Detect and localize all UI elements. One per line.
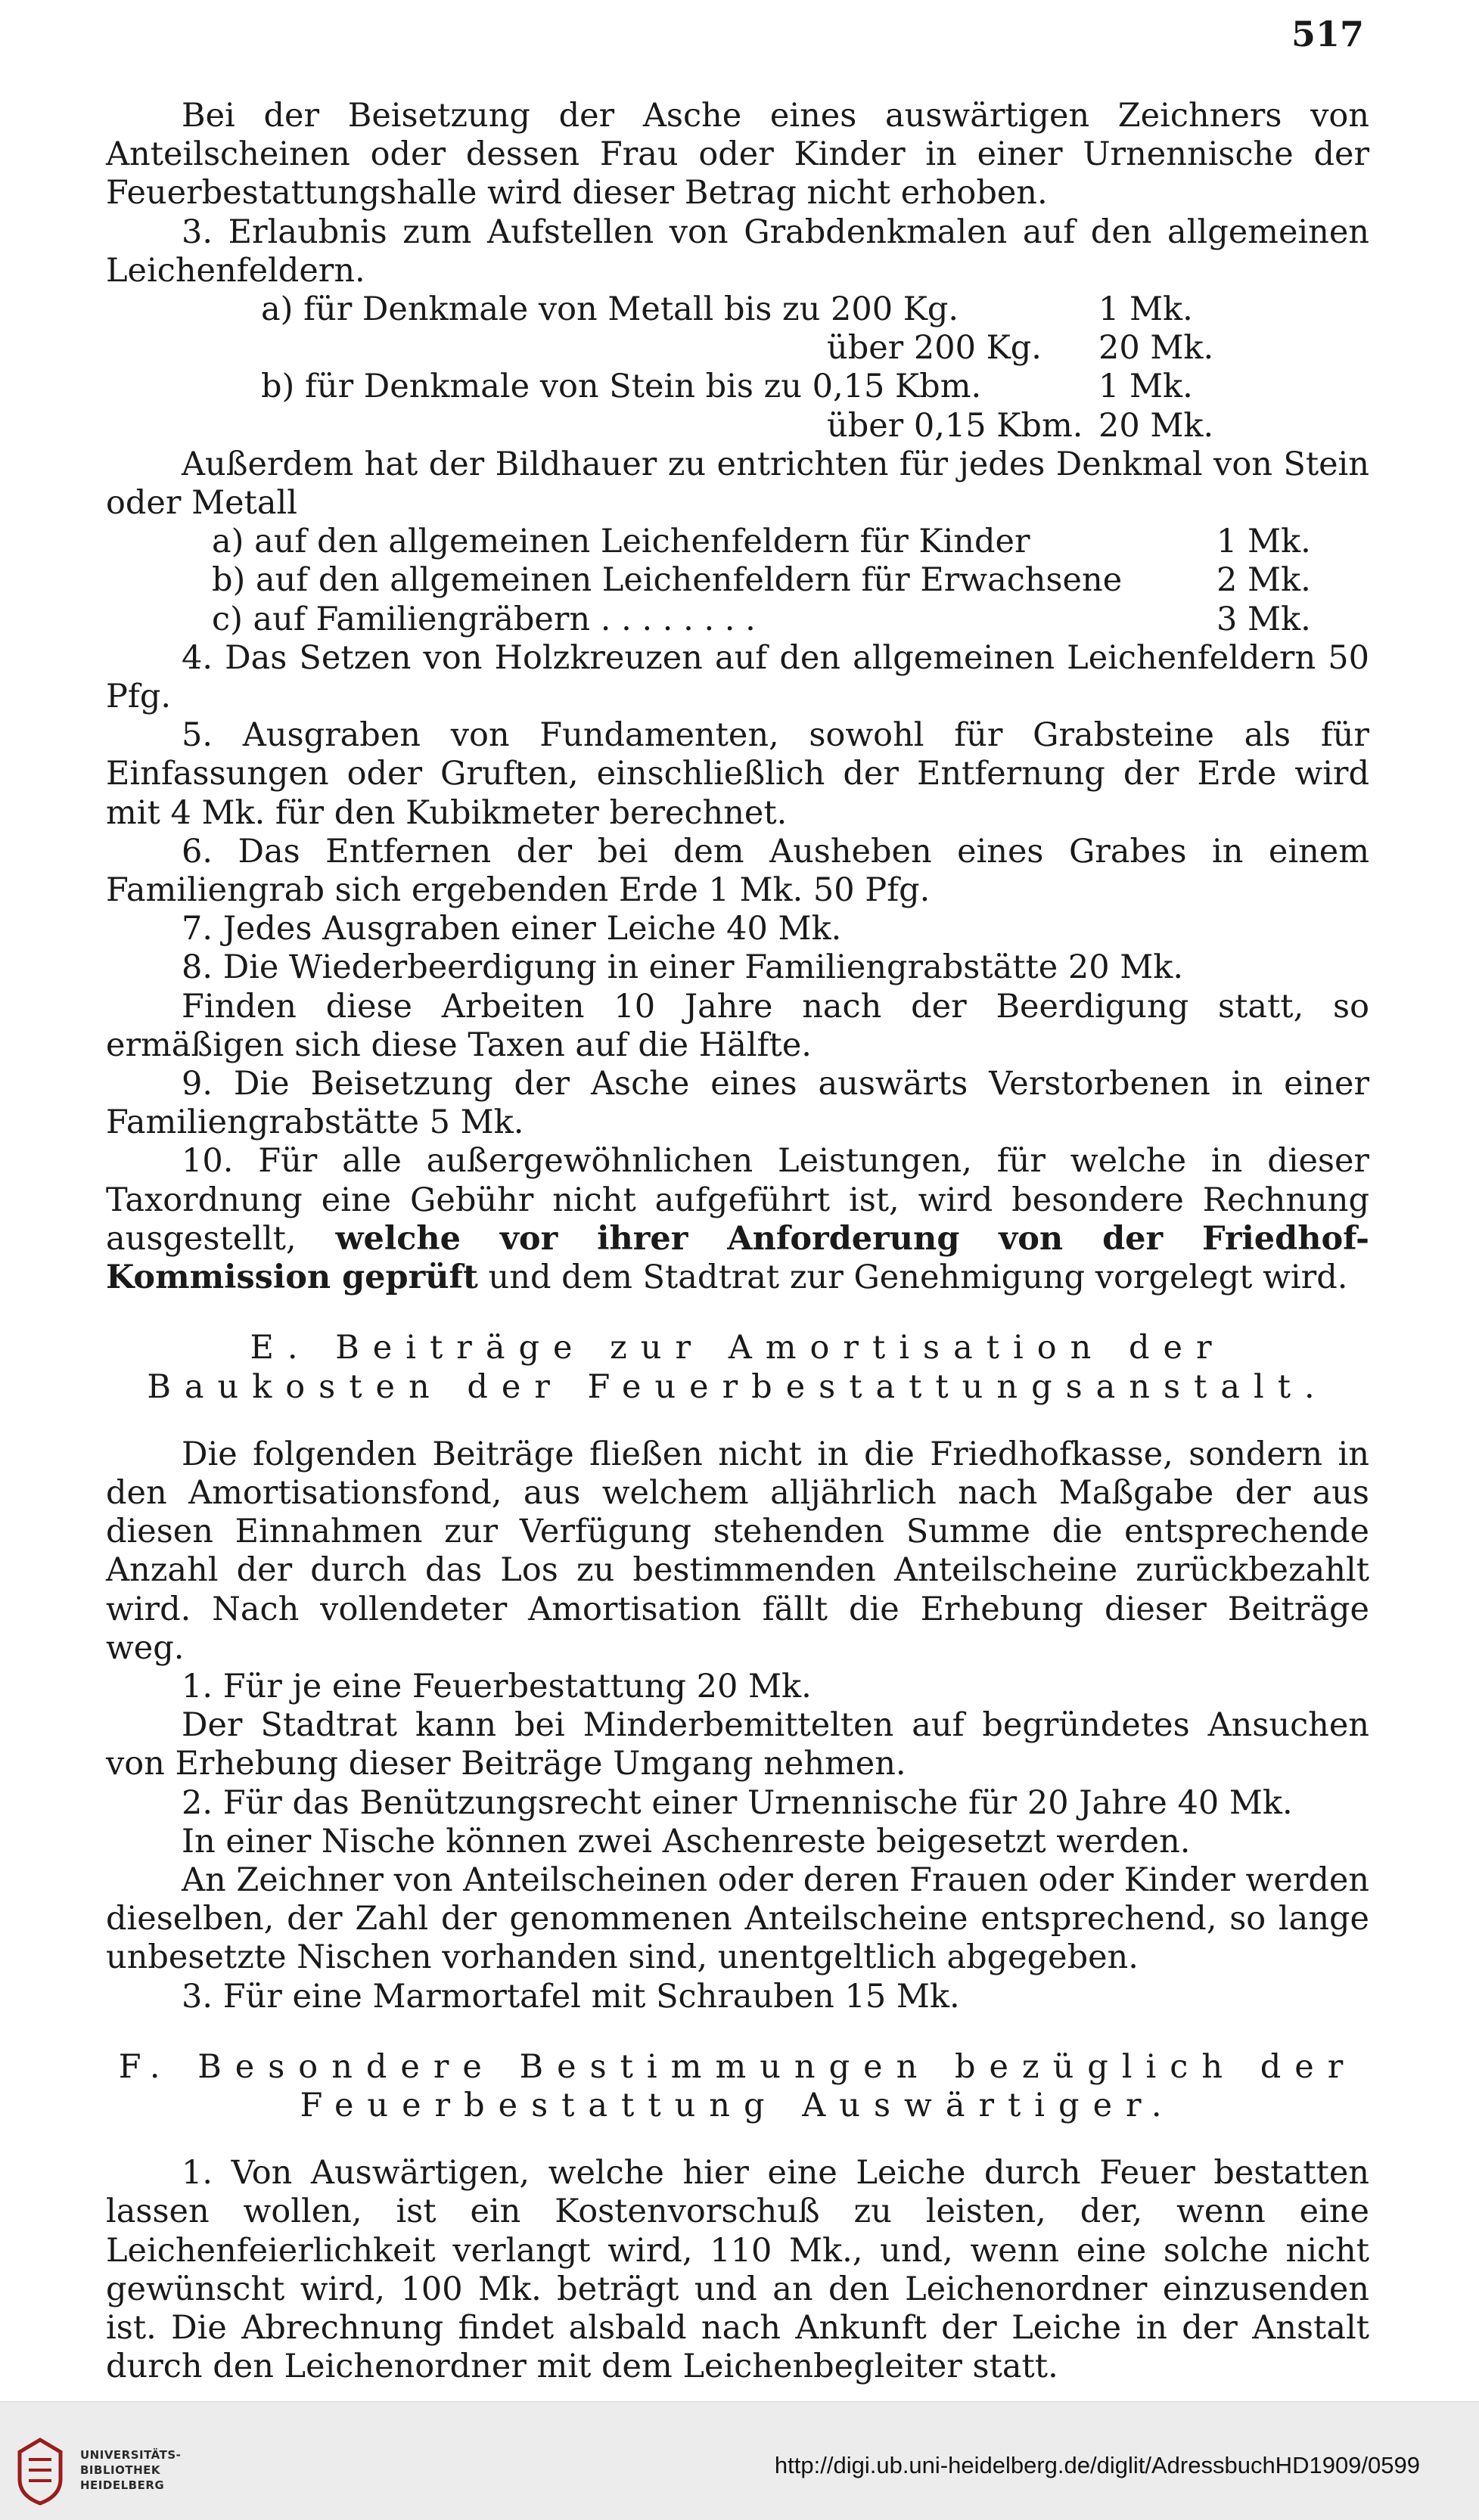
- item-7-exhumation: 7. Jedes Ausgraben einer Leiche 40 Mk.: [182, 910, 842, 948]
- section-e-item-3: 3. Für eine Marmortafel mit Schrauben 15 Mk.: [182, 1977, 960, 2016]
- fee-label: c) auf Familiengräbern . . . . . . . .: [212, 600, 756, 638]
- paragraph-ashes-exemption: Bei der Beisetzung der Asche eines auswärtigen Zeichners von Anteilscheinen oder dessen Frau oder Kinder in einer Urnennische der Feuerbestattungshalle wird dieser Betrag nicht erhoben.: [106, 97, 1369, 213]
- item-10-text-c: und dem Stadtrat zur Genehmigung vorgelegt wird.: [477, 1258, 1348, 1297]
- fee-amount: 1 Mk.: [1216, 523, 1311, 561]
- fee-label: a) für Denkmale von Metall bis zu 200 Kg.: [261, 290, 959, 329]
- item-8-reburial: 8. Die Wiederbeerdigung in einer Familiengrabstätte 20 Mk.: [182, 948, 1184, 987]
- section-e-item-1: 1. Für je eine Feuerbestattung 20 Mk.: [182, 1667, 812, 1705]
- fee-row: [106, 523, 1369, 561]
- item-6-earth-removal: 6. Das Entfernen der bei dem Ausheben eines Grabes in einem Familiengrab sich ergebenden Erde 1 Mk. 50 Pfg.: [106, 832, 1369, 910]
- item-10-text-a: 10. Für alle außergewöhnlichen Leistungen, für welche in dieser Taxordnung eine Gebühr nicht aufgeführt ist, wird besondere Rechnung ausgestellt,: [106, 1142, 1369, 1258]
- document-body: [106, 97, 1369, 2386]
- fee-amount: 2 Mk.: [1216, 561, 1311, 600]
- item-10-special-services: [106, 1142, 1369, 1297]
- fee-row: [106, 329, 1369, 368]
- sculptor-fee-list: [106, 523, 1369, 639]
- item-9-ashes-burial: 9. Die Beisetzung der Asche eines auswärts Verstorbenen in einer Familiengrabstätte 5 Mk.: [106, 1065, 1369, 1142]
- section-e-item-2-note-1: In einer Nische können zwei Aschenreste beigesetzt werden.: [182, 1822, 1191, 1861]
- fee-row: [106, 601, 1369, 639]
- item-8-note: Finden diese Arbeiten 10 Jahre nach der Beerdigung statt, so ermäßigen sich diese Taxen auf die Hälfte.: [106, 987, 1369, 1064]
- fee-label: a) auf den allgemeinen Leichenfeldern für Kinder: [212, 523, 1030, 561]
- fee-amount: 20 Mk.: [1098, 329, 1214, 368]
- item-10-text-b: welche vor ihrer Anforderung von der Friedhof-Kommission geprüft: [106, 1219, 1369, 1297]
- fee-amount: 20 Mk.: [1098, 406, 1214, 445]
- library-name-line: BIBLIOTHEK: [80, 2463, 160, 2477]
- fee-label: b) auf den allgemeinen Leichenfeldern für Erwachsene: [212, 561, 1123, 600]
- item-4-wooden-crosses: 4. Das Setzen von Holzkreuzen auf den allgemeinen Leichenfeldern 50 Pfg.: [106, 638, 1369, 716]
- fee-row: [106, 407, 1369, 445]
- monument-fee-list: [106, 290, 1369, 445]
- fee-amount: 1 Mk.: [1098, 290, 1193, 329]
- library-name-line: HEIDELBERG: [80, 2478, 165, 2492]
- fee-label: b) für Denkmale von Stein bis zu 0,15 Kbm.: [261, 368, 982, 406]
- paragraph-sculptor-fee: Außerdem hat der Bildhauer zu entrichten für jedes Denkmal von Stein oder Metall: [106, 445, 1369, 523]
- item-5-excavation: 5. Ausgraben von Fundamenten, sowohl für Grabsteine als für Einfassungen oder Gruften, einschließlich der Entfernung der Erde wird mit 4 Mk. für den Kubikmeter berechnet.: [106, 716, 1369, 832]
- section-e-item-2-note-2: An Zeichner von Anteilscheinen oder deren Frauen oder Kinder werden dieselben, der Zahl der genommenen Anteilscheine entsprechend, so lange unbesetzte Nischen vorhanden sind, unentgeltlich abgegeben.: [106, 1861, 1369, 1977]
- section-e-item-2: 2. Für das Benützungsrecht einer Urnennische für 20 Jahre 40 Mk.: [182, 1783, 1293, 1822]
- fee-row: [106, 368, 1369, 406]
- fee-label: über 200 Kg.: [827, 329, 1042, 368]
- section-f-item-1: 1. Von Auswärtigen, welche hier eine Leiche durch Feuer bestatten lassen wollen, ist ein Kostenvorschuß zu leisten, der, wenn eine Leichenfeierlichkeit verlangt wird, 110 Mk., und, wenn eine solche nicht gewünscht wird, 100 Mk. beträgt und an den Leichenordner einzusenden ist. Die Abrechnung findet alsbald nach Ankunft der Leiche in der Anstalt durch den Leichenordner mit dem Leichenbegleiter statt.: [106, 2154, 1369, 2386]
- library-logo-text: [80, 2447, 181, 2493]
- source-url-link[interactable]: http://digi.ub.uni-heidelberg.de/diglit/AdressbuchHD1909/0599: [774, 2452, 1420, 2478]
- fee-row: [106, 561, 1369, 600]
- section-e-intro: Die folgenden Beiträge fließen nicht in die Friedhofkasse, sondern in den Amortisationsfond, aus welchem alljährlich nach Maßgabe der aus diesen Einnahmen zur Verfügung stehenden Summe die entsprechende Anzahl der durch das Los zu bestimmenden Anteilscheine zurückbezahlt wird. Nach vollendeter Amortisation fällt die Erhebung dieser Beiträge weg.: [106, 1435, 1369, 1667]
- library-name-line: UNIVERSITÄTS-: [80, 2448, 182, 2462]
- page-number: 517: [1291, 14, 1364, 54]
- section-e-heading: E. Beiträge zur Amortisation der Baukosten der Feuerbestattungsanstalt.: [147, 1329, 1328, 1406]
- fee-row: [106, 290, 1369, 329]
- fee-amount: 3 Mk.: [1216, 600, 1311, 638]
- footer-bar: [0, 2401, 1479, 2520]
- section-f-heading: F. Besondere Bestimmungen bezüglich der Feuerbestattung Auswärtiger.: [118, 2047, 1357, 2124]
- item-3-monument-permit: 3. Erlaubnis zum Aufstellen von Grabdenkmalen auf den allgemeinen Leichenfeldern.: [106, 213, 1369, 290]
- section-e-item-1-note: Der Stadtrat kann bei Minderbemittelten auf begründetes Ansuchen von Erhebung dieser Beiträge Umgang nehmen.: [106, 1706, 1369, 1783]
- fee-amount: 1 Mk.: [1098, 368, 1193, 406]
- university-seal-icon: [14, 2437, 67, 2506]
- fee-label: über 0,15 Kbm.: [827, 406, 1083, 445]
